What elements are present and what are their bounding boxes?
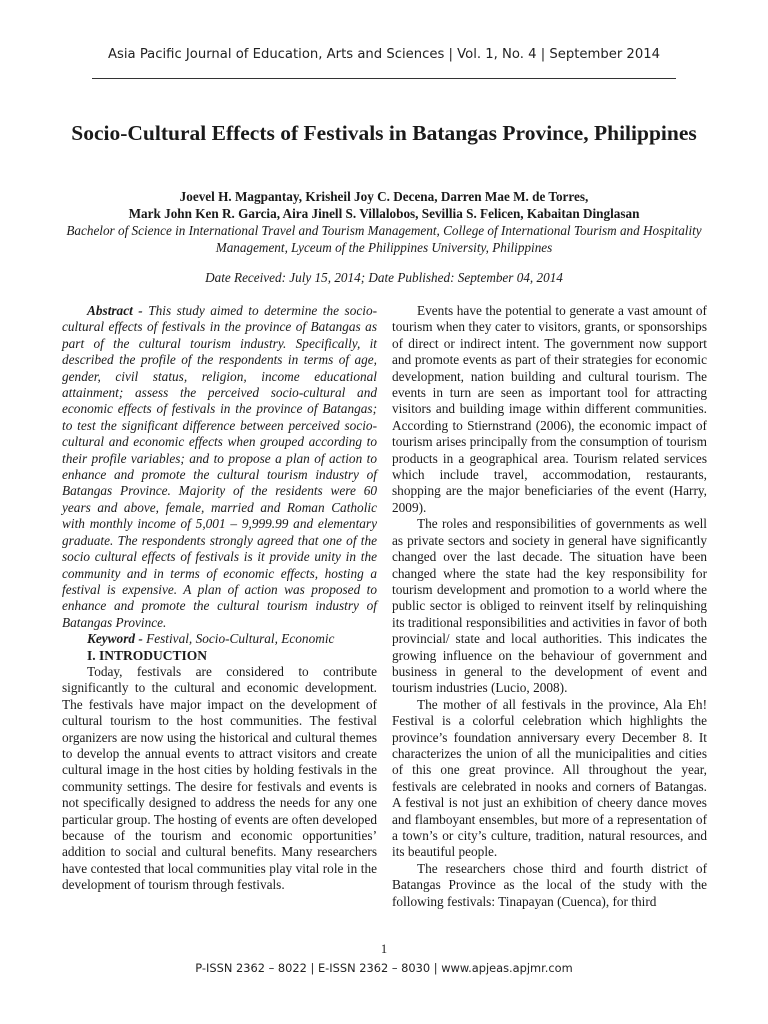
header-divider bbox=[92, 78, 676, 79]
keyword-label: Keyword - bbox=[87, 631, 143, 647]
abstract-label: Abstract - bbox=[87, 303, 143, 318]
keyword-paragraph bbox=[62, 631, 377, 647]
page-number: 1 bbox=[380, 942, 388, 956]
body-paragraph-researchers: The researchers chose third and fourth district of Batangas Province as the local of the study with the following festivals: Tinapayan (Cuenca), for third bbox=[392, 860, 707, 909]
journal-header: Asia Pacific Journal of Education, Arts and Sciences | Vol. 1, No. 4 | September 2014 bbox=[107, 47, 660, 62]
publication-dates: Date Received: July 15, 2014; Date Published: September 04, 2014 bbox=[205, 270, 563, 285]
right-column bbox=[392, 303, 707, 910]
journal-footer: P-ISSN 2362 – 8022 | E-ISSN 2362 – 8030 | www.apjeas.apjmr.com bbox=[195, 961, 573, 975]
abstract-paragraph bbox=[62, 303, 377, 631]
author-line-2: Mark John Ken R. Garcia, Aira Jinell S. Villalobos, Sevillia S. Felicen, Kabaitan Dinglasan bbox=[128, 206, 640, 221]
body-paragraph-events: Events have the potential to generate a vast amount of tourism when they cater to visitors, grants, or sponsorships of direct or indirect intent. The government now support and promote events as part of their strategies for economic development, nation building and cultural tourism. The events in turn are seen as important tool for attracting visitors and building image within different communities. According to Stiernstrand (2006), the economic impact of tourism arises principally from the consumption of tourism products in a geographical area. Tourism related services which include travel, accommodation, restaurants, shopping are the major beneficiaries of the event (Harry, 2009). bbox=[392, 303, 707, 515]
keyword-text: Festival, Socio-Cultural, Economic bbox=[146, 631, 335, 647]
section-heading-introduction: I. INTRODUCTION bbox=[87, 647, 208, 663]
author-affiliation: Bachelor of Science in International Travel and Tourism Management, College of International Tourism and Hospitality Management, Lyceum of the Philippines University, Philippines bbox=[66, 223, 702, 255]
author-list bbox=[40, 188, 728, 222]
abstract-text: This study aimed to determine the socio-cultural effects of festivals in the province of Batangas as part of the cultural tourism industry. Specifically, it described the profile of the respondents in terms of age, gender, civil status, religion, income educational attainment; assess the perceived socio-cultural and economic effects of festivals in the province of Batangas; to test the significant difference between perceived socio-cultural and economic effects when grouped according to their profile variables; and to propose a plan of action to enhance and promote the cultural tourism industry of Batangas Province. Majority of the residents were 60 years and above, female, married and Roman Catholic with monthly income of 5,001 – 9,999.99 and elementary graduate. The respondents strongly agreed that one of the socio cultural effects of festivals is it provide unity in the community and in terms of economic effects, hosting a festival is expensive. A plan of action was proposed to enhance and promote the cultural tourism industry of Batangas Province. bbox=[62, 303, 378, 630]
body-paragraph-ala-eh: The mother of all festivals in the province, Ala Eh! Festival is a colorful celebration which highlights the province’s foundation anniversary every December 8. It characterizes the union of all the municipalities and cities of this one great province. All throughout the year, festivals are celebrated in nooks and corners of Batangas. A festival is not just an exhibition of cheery dance moves and flamboyant ensembles, but more of a representation of a town’s or city’s culture, tradition, natural resources, and its beautiful people. bbox=[392, 696, 707, 860]
paper-title: Socio-Cultural Effects of Festivals in Batangas Province, Philippines bbox=[71, 121, 697, 145]
left-column bbox=[62, 303, 377, 894]
body-paragraph-roles: The roles and responsibilities of governments as well as private sectors and society in general have significantly changed over the last decade. The situation have been changed where the state had the key responsibility for tourism development and promotion to a world where the public sector is obliged to reinvent itself by relinquishing its traditional responsibilities and activities in favor of both provincial/ state and local authorities. This indicates the growing influence on the behaviour of government and business in general to the development of event and tourism industries (Lucio, 2008). bbox=[392, 516, 707, 696]
author-line-1: Joevel H. Magpantay, Krisheil Joy C. Decena, Darren Mae M. de Torres, bbox=[179, 189, 589, 204]
introduction-paragraph-1: Today, festivals are considered to contribute significantly to the cultural and economic development. The festivals have major impact on the development of cultural tourism to the host communities. The festival organizers are now using the historical and cultural themes to develop the annual events to attract visitors and create cultural image in the host cities by holding festivals in the community settings. The desire for festivals and events is not specifically designed to address the needs for any one particular group. The hosting of events are often developed because of the tourism and economic opportunities’ addition to social and cultural benefits. Many researchers have contested that local communities play vital role in the development of tourism through festivals. bbox=[62, 663, 377, 893]
